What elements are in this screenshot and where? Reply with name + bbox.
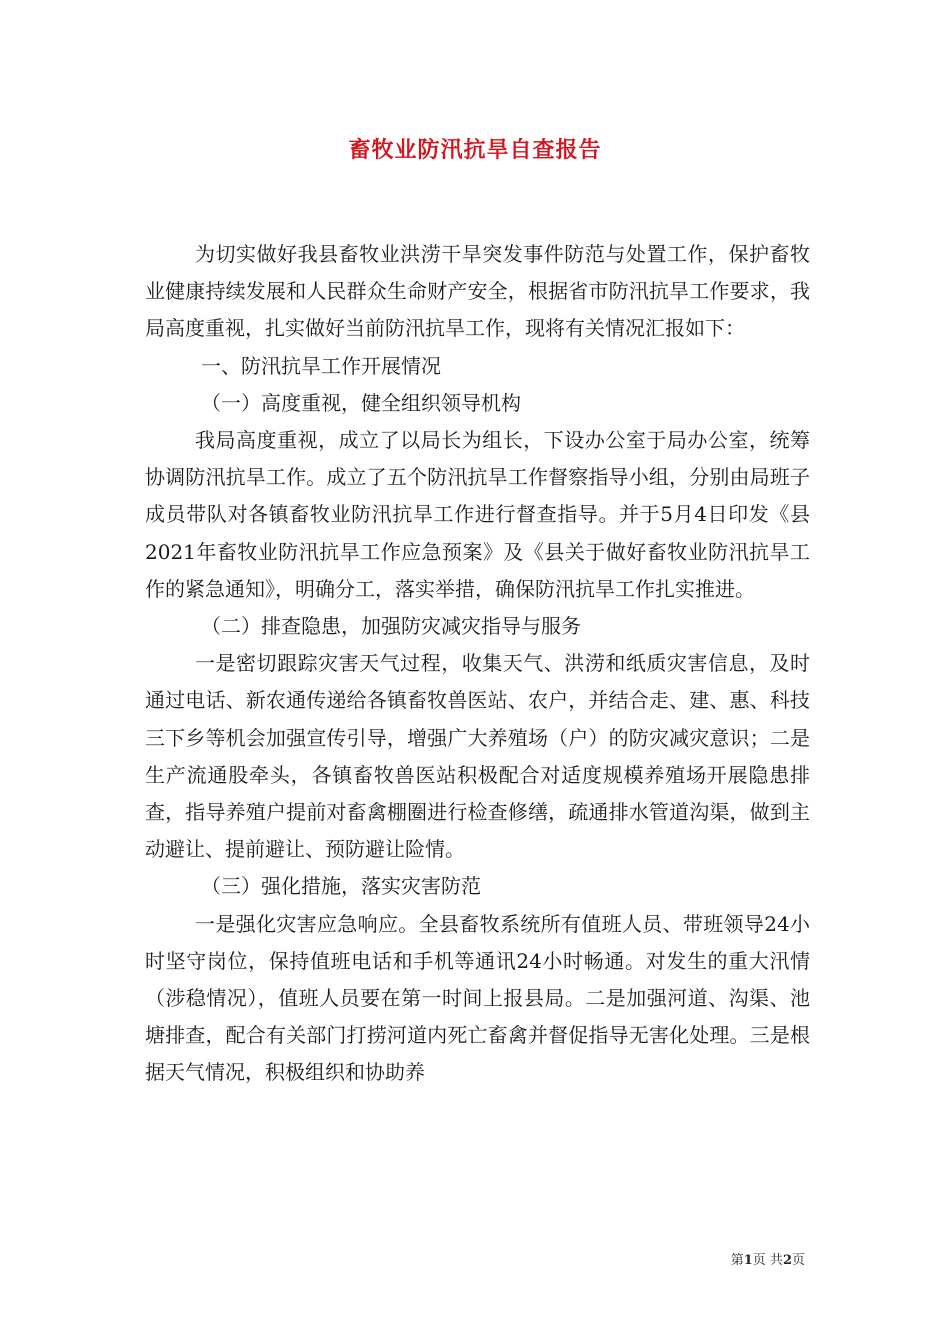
footer-total-pages: 2 [782, 1253, 792, 1268]
footer-suffix: 页 [791, 1253, 805, 1268]
intro-paragraph: 为切实做好我县畜牧业洪涝干旱突发事件防范与处置工作，保护畜牧业健康持续发展和人民群众生命财产安全，根据省市防汛抗旱工作要求，我局高度重视，扎实做好当前防汛抗旱工作，现将有关情况汇报如下： [145, 242, 810, 341]
subsection-heading: （二）排查隐患，加强防灾减灾指导与服务 [201, 614, 581, 639]
section-heading: 一、防汛抗旱工作开展情况 [201, 353, 441, 378]
footer-middle: 页 共 [752, 1253, 783, 1268]
footer-prefix: 第 [730, 1253, 744, 1268]
subsection-heading: （一）高度重视，健全组织领导机构 [201, 390, 521, 415]
body-paragraph: 一是强化灾害应急响应。全县畜牧系统所有值班人员、带班领导24小时坚守岗位，保持值班电话和手机等通讯24小时畅通。对发生的重大汛情（涉稳情况），值班人员要在第一时间上报县局。二是加强河道、沟渠、池塘排查，配合有关部门打捞河道内死亡畜禽并督促指导无害化处理。三是根据天气情况，积极组织和协助养 [145, 911, 810, 1085]
body-paragraph: 我局高度重视，成立了以局长为组长，下设办公室于局办公室，统筹协调防汛抗旱工作。成立了五个防汛抗旱工作督察指导小组，分别由局班子成员带队对各镇畜牧业防汛抗旱工作进行督查指导。并于5月4日印发《县2021年畜牧业防汛抗旱工作应急预案》及《县关于做好畜牧业防汛抗旱工作的紧急通知》，明确分工，落实举措，确保防汛抗旱工作扎实推进。 [145, 428, 810, 601]
body-paragraph: 一是密切跟踪灾害天气过程，收集天气、洪涝和纸质灾害信息，及时通过电话、新农通传递给各镇畜牧兽医站、农户，并结合走、建、惠、科技三下乡等机会加强宣传引导，增强广大养殖场（户）的防灾减灾意识；二是生产流通股牵头，各镇畜牧兽医站积极配合对适度规模养殖场开展隐患排查，指导养殖户提前对畜禽棚圈进行检查修缮，疏通排水管道沟渠，做到主动避让、提前避让、预防避让险情。 [145, 651, 810, 862]
subsection-heading: （三）强化措施，落实灾害防范 [201, 874, 481, 899]
document-body [145, 236, 810, 1092]
footer-current-page: 1 [743, 1253, 753, 1268]
page-number-footer [731, 1249, 805, 1268]
document-title: 畜牧业防汛抗旱自查报告 [348, 137, 602, 163]
